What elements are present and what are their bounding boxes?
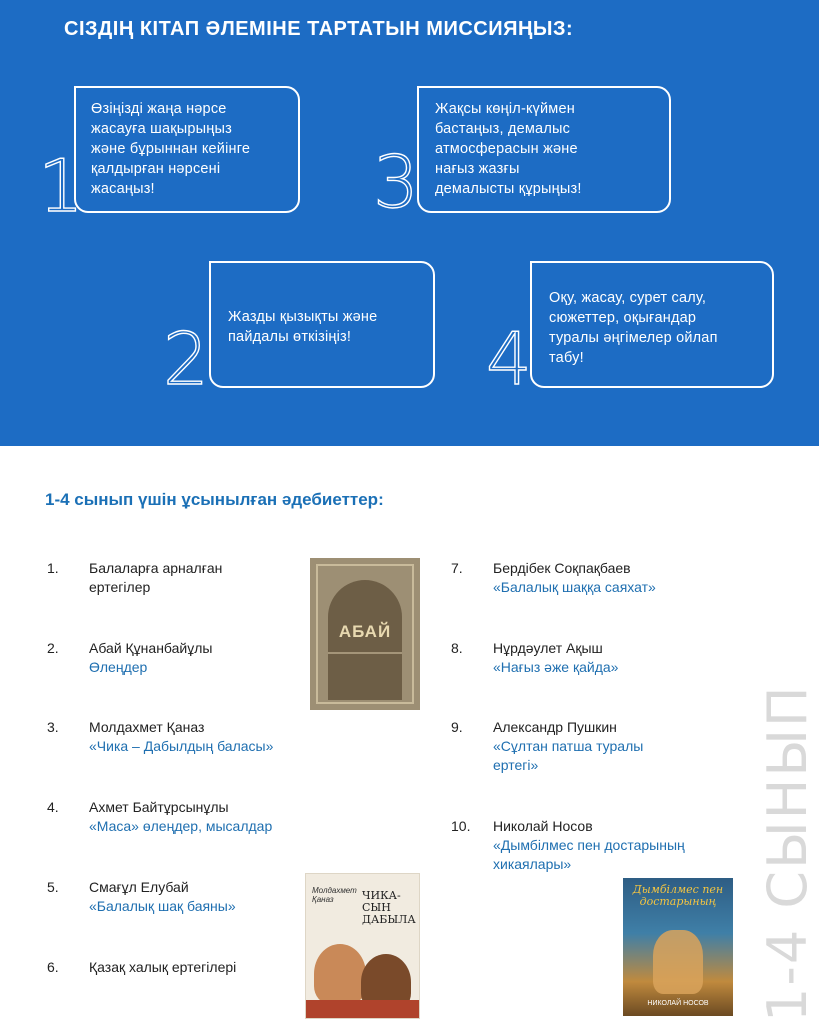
step-4-line: сюжеттер, оқығандар <box>549 310 697 326</box>
item-number: 10. <box>451 818 471 834</box>
item-number: 2. <box>47 640 59 656</box>
item-body <box>493 639 753 677</box>
item-work-title: хикаялары» <box>493 856 572 872</box>
item-work-title: ертегі» <box>493 757 539 773</box>
item-number: 8. <box>451 640 463 656</box>
mission-title: СІЗДІҢ КІТАП ӘЛЕМІНЕ ТАРТАТЫН МИССИЯҢЫЗ: <box>64 18 574 40</box>
step-1-line: жасаңыз! <box>91 181 155 197</box>
item-number: 6. <box>47 959 59 975</box>
item-author: Абай Құнанбайұлы <box>89 640 213 656</box>
cover-ornament <box>328 652 402 654</box>
item-author: Николай Носов <box>493 818 593 834</box>
item-body <box>89 639 319 677</box>
step-3-line: нағыз жазғы <box>435 161 520 177</box>
item-body <box>89 958 319 977</box>
item-author: Нұрдәулет Ақыш <box>493 640 603 656</box>
step-4-number: 4 <box>486 317 532 401</box>
item-work-title: «Балалық шақ баяны» <box>89 898 236 914</box>
item-number: 5. <box>47 879 59 895</box>
step-1-card <box>74 86 300 213</box>
item-author: Қазақ халық ертегілері <box>89 959 237 975</box>
step-2-card <box>209 261 435 388</box>
item-author: Смағұл Елубай <box>89 879 189 895</box>
chika-book-cover <box>305 873 420 1019</box>
abai-book-cover <box>310 558 420 710</box>
step-1-line: жасауға шақырыңыз <box>91 121 232 137</box>
step-4-line: туралы әңгімелер ойлап <box>549 330 718 346</box>
step-1-line: қалдырған нәрсені <box>91 161 221 177</box>
item-number: 4. <box>47 799 59 815</box>
nosov-book-cover <box>623 878 733 1016</box>
step-1-line: және бұрыннан кейінге <box>91 141 251 157</box>
grade-side-label: 1-4 СЫНЫП <box>756 684 819 1022</box>
step-3-line: бастаңыз, демалыс <box>435 121 571 137</box>
item-body <box>89 798 319 836</box>
item-author: Александр Пушкин <box>493 719 617 735</box>
item-work-title: «Нағыз әже қайда» <box>493 659 619 675</box>
item-author: Молдахмет Қаназ <box>89 719 205 735</box>
cover-illustration-child <box>314 944 366 1004</box>
item-body <box>493 559 753 597</box>
item-work-title: Өлеңдер <box>89 659 148 675</box>
item-author: Бердібек Соқпақбаев <box>493 560 631 576</box>
item-body <box>493 817 763 874</box>
item-work-title: «Балалық шаққа саяхат» <box>493 579 656 595</box>
item-author: Ахмет Байтұрсынұлы <box>89 799 229 815</box>
cover-illustration-detail <box>306 1000 420 1019</box>
chika-cover-author: Молдахмет Қаназ <box>312 886 357 904</box>
item-work-title: «Чика – Дабылдың баласы» <box>89 738 274 754</box>
step-3-number: 3 <box>373 140 419 224</box>
item-body <box>493 718 753 775</box>
nosov-cover-author: НИКОЛАЙ НОСОВ <box>647 1000 709 1007</box>
step-2-line: пайдалы өткізіңіз! <box>228 329 352 345</box>
literature-title: 1-4 сынып үшін ұсынылған әдебиеттер: <box>45 490 384 509</box>
step-3-line: демалысты құрыңыз! <box>435 181 582 197</box>
item-work-title: «Дымбілмес пен достарының <box>493 837 685 853</box>
item-body <box>89 559 319 597</box>
step-3-line: атмосферасын және <box>435 141 578 157</box>
item-number: 7. <box>451 560 463 576</box>
abai-cover-title: АБАЙ <box>338 622 392 641</box>
step-2-number: 2 <box>163 317 209 401</box>
step-4-card <box>530 261 774 388</box>
step-4-line: Оқу, жасау, сурет салу, <box>549 290 707 306</box>
step-1-number: 1 <box>38 144 84 228</box>
item-body <box>89 718 319 756</box>
item-author: ертегілер <box>89 579 151 595</box>
item-work-title: «Маса» өлеңдер, мысалдар <box>89 818 273 834</box>
item-number: 3. <box>47 719 59 735</box>
step-3-line: Жақсы көңіл-күймен <box>435 101 575 117</box>
cover-illustration-figure <box>653 930 703 994</box>
chika-cover-title: ЧИКА-СЫН ДАБЫЛА <box>362 889 416 926</box>
item-work-title: «Сұлтан патша туралы <box>493 738 644 754</box>
step-2-line: Жазды қызықты және <box>228 309 378 325</box>
item-author: Балаларға арналған <box>89 560 223 576</box>
item-number: 1. <box>47 560 59 576</box>
mission-panel <box>0 0 819 446</box>
nosov-cover-title: Дымбілмес пен достарының <box>632 883 724 908</box>
item-body <box>89 878 319 916</box>
item-number: 9. <box>451 719 463 735</box>
cover-arch <box>328 580 402 700</box>
step-4-line: табу! <box>549 350 584 366</box>
step-1-line: Өзіңізді жаңа нәрсе <box>91 101 227 117</box>
step-3-card <box>417 86 671 213</box>
